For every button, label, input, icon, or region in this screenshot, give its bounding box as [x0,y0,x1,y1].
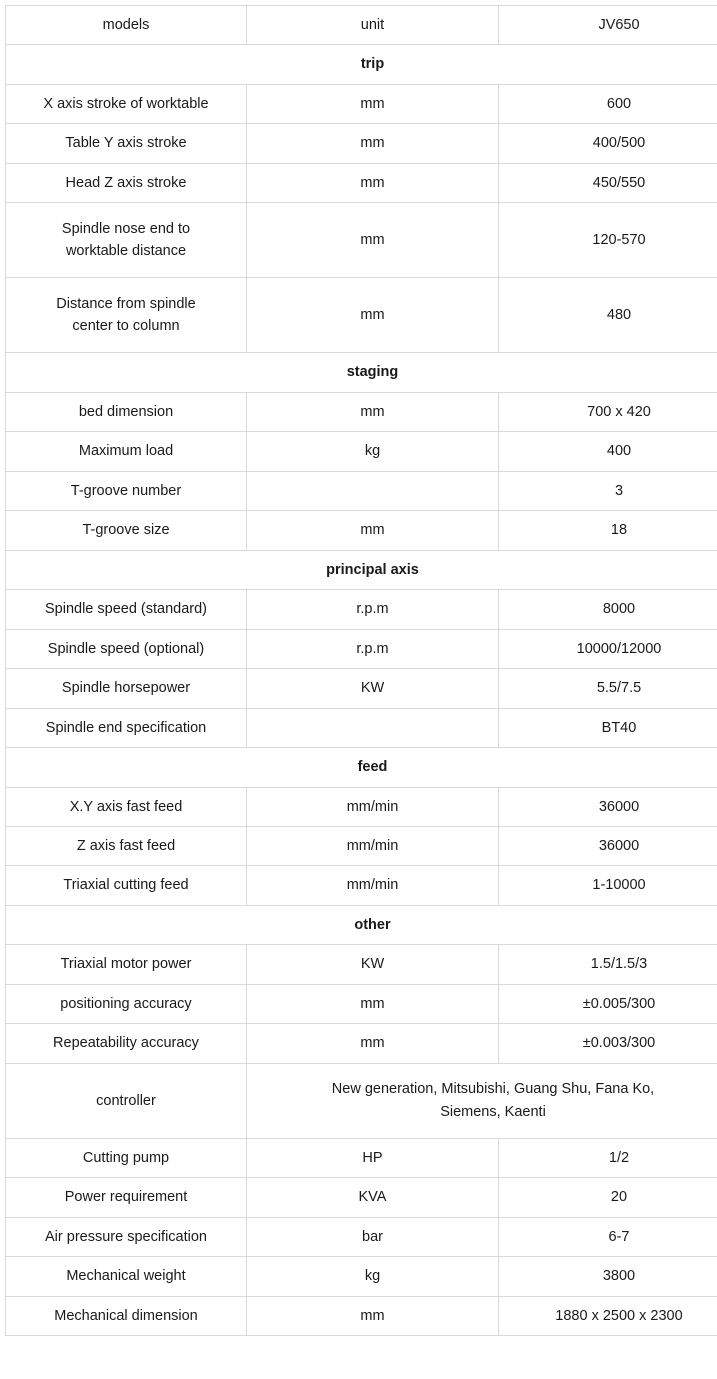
table-header-row [6,6,717,45]
row-unit: r.p.m [247,590,499,629]
table-row [6,1257,717,1296]
row-label: Mechanical weight [6,1257,247,1296]
row-unit [247,471,499,510]
row-value: 1.5/1.5/3 [499,945,717,984]
row-unit: kg [247,1257,499,1296]
row-value: 600 [499,84,717,123]
table-row [6,84,717,123]
table-row [6,203,717,278]
section-title: other [6,905,717,944]
row-label: X axis stroke of worktable [6,84,247,123]
row-unit: kg [247,432,499,471]
table-row [6,984,717,1023]
row-value: 10000/12000 [499,629,717,668]
row-value: 20 [499,1178,717,1217]
row-unit: KW [247,945,499,984]
row-label: positioning accuracy [6,984,247,1023]
row-value: 3800 [499,1257,717,1296]
row-unit: mm [247,278,499,353]
row-value: 8000 [499,590,717,629]
table-row [6,1296,717,1335]
row-value-line2: Siemens, Kaenti [251,1101,717,1123]
row-value: 5.5/7.5 [499,669,717,708]
header-cell-value: JV650 [499,6,717,45]
row-unit: r.p.m [247,629,499,668]
row-label: Cutting pump [6,1138,247,1177]
table-row [6,1178,717,1217]
row-label: Mechanical dimension [6,1296,247,1335]
table-row [6,1138,717,1177]
section-header-staging [6,353,717,392]
row-label [6,203,247,278]
row-label: Spindle horsepower [6,669,247,708]
row-label: Z axis fast feed [6,826,247,865]
row-unit: mm/min [247,826,499,865]
row-unit [247,708,499,747]
row-unit: mm/min [247,787,499,826]
row-value: 400/500 [499,124,717,163]
table-row [6,432,717,471]
row-label-line1: Spindle nose end to [10,218,242,240]
table-row [6,826,717,865]
row-label-line1: Distance from spindle [10,293,242,315]
row-value: 400 [499,432,717,471]
section-header-feed [6,748,717,787]
row-unit: bar [247,1217,499,1256]
table-row [6,945,717,984]
row-unit: mm [247,84,499,123]
row-label: Triaxial motor power [6,945,247,984]
row-unit: mm/min [247,866,499,905]
table-row-controller [6,1063,717,1138]
section-title: principal axis [6,550,717,589]
row-value: 1880 x 2500 x 2300 [499,1296,717,1335]
row-value: ±0.003/300 [499,1024,717,1063]
row-value-line1: New generation, Mitsubishi, Guang Shu, Fana Ko, [251,1078,717,1100]
row-unit: KW [247,669,499,708]
table-row [6,1217,717,1256]
row-unit: mm [247,203,499,278]
row-label [6,278,247,353]
row-label: Spindle speed (optional) [6,629,247,668]
table-row [6,392,717,431]
table-row [6,669,717,708]
row-value: 700 x 420 [499,392,717,431]
row-label: X.Y axis fast feed [6,787,247,826]
section-title: feed [6,748,717,787]
row-value: 6-7 [499,1217,717,1256]
row-label: bed dimension [6,392,247,431]
row-value: ±0.005/300 [499,984,717,1023]
section-header-other [6,905,717,944]
row-label-line2: center to column [10,315,242,337]
row-label: T-groove number [6,471,247,510]
row-label: controller [6,1063,247,1138]
table-row [6,866,717,905]
row-label: Repeatability accuracy [6,1024,247,1063]
row-value: 120-570 [499,203,717,278]
row-label: Head Z axis stroke [6,163,247,202]
section-header-trip [6,45,717,84]
section-title: trip [6,45,717,84]
table-row [6,163,717,202]
row-value: 18 [499,511,717,550]
row-label: Triaxial cutting feed [6,866,247,905]
section-title: staging [6,353,717,392]
row-value: 36000 [499,787,717,826]
table-row [6,590,717,629]
row-label: Spindle speed (standard) [6,590,247,629]
row-label: Maximum load [6,432,247,471]
row-value: 1-10000 [499,866,717,905]
row-label: T-groove size [6,511,247,550]
table-row [6,1024,717,1063]
table-row [6,124,717,163]
row-unit: mm [247,1296,499,1335]
row-value: BT40 [499,708,717,747]
row-label: Air pressure specification [6,1217,247,1256]
row-label: Table Y axis stroke [6,124,247,163]
row-label-line2: worktable distance [10,240,242,262]
row-value: 1/2 [499,1138,717,1177]
row-unit: mm [247,1024,499,1063]
row-unit: mm [247,124,499,163]
table-row [6,471,717,510]
row-value: 450/550 [499,163,717,202]
row-value: 480 [499,278,717,353]
row-value: 3 [499,471,717,510]
row-value-merged [247,1063,717,1138]
row-unit: mm [247,511,499,550]
row-label: Spindle end specification [6,708,247,747]
table-row [6,708,717,747]
specification-table [5,5,717,1336]
row-unit: mm [247,984,499,1023]
row-value: 36000 [499,826,717,865]
row-unit: KVA [247,1178,499,1217]
table-row [6,787,717,826]
row-unit: HP [247,1138,499,1177]
table-row [6,278,717,353]
table-row [6,629,717,668]
row-unit: mm [247,392,499,431]
row-label: Power requirement [6,1178,247,1217]
header-cell-unit: unit [247,6,499,45]
table-row [6,511,717,550]
section-header-principal-axis [6,550,717,589]
header-cell-models: models [6,6,247,45]
row-unit: mm [247,163,499,202]
